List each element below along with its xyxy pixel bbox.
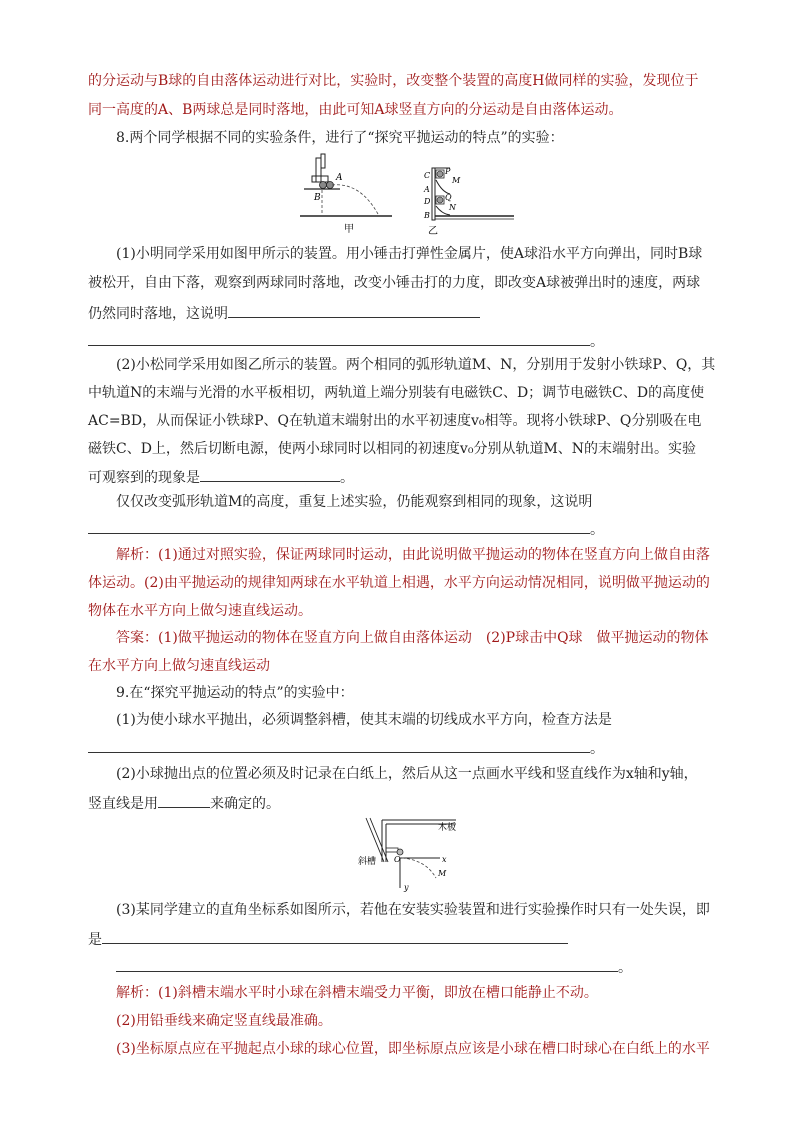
answer-line: 在水平方向上做匀速直线运动: [88, 658, 270, 674]
text-line: [88, 302, 480, 324]
text-line: (3)某同学建立的直角坐标系如图所示，若他在安装实验装置和进行实验操作时只有一处失误，即: [116, 902, 710, 918]
text-span: 。: [590, 334, 604, 350]
label-x: x: [442, 855, 447, 864]
text-span: 可观察到的现象是: [88, 470, 200, 486]
label-board: 木板: [438, 823, 457, 833]
label-d: D: [424, 197, 431, 206]
text-line: [88, 928, 568, 950]
text-line: (1)为使小球水平抛出，必须调整斜槽，使其末端的切线成水平方向，检查方法是: [116, 712, 612, 728]
answer-blank[interactable]: [102, 928, 568, 944]
text-line: [88, 518, 604, 540]
answer-line: 答案：(1)做平抛运动的物体在竖直方向上做自由落体运动 (2)P球击中Q球 做平抛运动的物体: [116, 630, 709, 646]
analysis-line: 物体在水平方向上做匀速直线运动。: [88, 603, 312, 619]
text-line: 被松开，自由下落，观察到两球同时落地，改变小锤击打的力度，即改变A球被弹出时的速度，两球: [88, 275, 701, 291]
text-line: (2)小球抛出点的位置必须及时记录在白纸上，然后从这一点画水平线和竖直线作为x轴和y轴，: [116, 766, 698, 782]
question-8-heading: 8.两个同学根据不同的实验条件，进行了“探究平抛运动的特点”的实验：: [116, 130, 564, 146]
analysis-line: 解析：(1)斜槽末端水平时小球在斜槽末端受力平衡，即放在槽口能静止不动。: [116, 985, 598, 1001]
figure-chute-board: [356, 814, 466, 892]
label-b: B: [314, 193, 321, 203]
label-c: C: [424, 171, 431, 180]
text-line: [88, 330, 604, 352]
label-m: M: [452, 176, 461, 185]
label-p: P: [445, 167, 451, 176]
text-line: 的分运动与B球的自由落体运动进行对比，实验时，改变整个装置的高度H做同样的实验，发现位于: [88, 73, 699, 89]
answer-blank[interactable]: [88, 518, 590, 534]
answer-blank[interactable]: [116, 956, 618, 972]
label-o: O: [394, 855, 401, 864]
text-span: 仍然同时落地，这说明: [88, 306, 228, 322]
caption-jia: 甲: [344, 224, 354, 235]
answer-blank[interactable]: [228, 302, 480, 318]
text-line: 中轨道N的末端与光滑的水平板相切，两轨道上端分别装有电磁铁C、D；调节电磁铁C、D的高度使: [88, 385, 705, 401]
text-line: [116, 956, 632, 978]
answer-blank[interactable]: [88, 737, 590, 753]
text-line: AC=BD，从而保证小铁球P、Q在轨道末端射出的水平初速度v₀相等。现将小铁球P、Q分别吸在电: [88, 413, 702, 429]
text-line: [88, 737, 604, 759]
label-n: N: [449, 203, 456, 212]
text-line: [88, 466, 354, 488]
text-span: 。: [340, 470, 354, 486]
text-line: (2)小松同学采用如图乙所示的装置。两个相同的弧形轨道M、N，分别用于发射小铁球P、Q，其: [116, 357, 716, 373]
text-span: 。: [590, 741, 604, 757]
text-line: 同一高度的A、B两球总是同时落地，由此可知A球竖直方向的分运动是自由落体运动。: [88, 102, 623, 118]
text-span: 。: [590, 522, 604, 538]
text-span: 。: [618, 960, 632, 976]
label-q: Q: [445, 193, 452, 202]
label-b2: B: [424, 211, 430, 220]
figure-yi: [423, 167, 514, 237]
text-span: 竖直线是用: [88, 796, 158, 812]
answer-blank[interactable]: [200, 466, 340, 482]
text-span: 来确定的。: [210, 796, 280, 812]
analysis-line: (2)用铅垂线来确定竖直线最准确。: [116, 1013, 332, 1029]
text-span: 是: [88, 932, 102, 948]
label-chute: 斜槽: [358, 857, 377, 867]
text-line: (1)小明同学采用如图甲所示的装置。用小锤击打弹性金属片，使A球沿水平方向弹出，同时B球: [116, 246, 703, 262]
answer-blank[interactable]: [158, 792, 210, 808]
figure-jia-yi: [300, 152, 520, 238]
analysis-line: 解析：(1)通过对照实验，保证两球同时运动，由此说明做平抛运动的物体在竖直方向上做自由落: [116, 547, 710, 563]
label-a2: A: [424, 185, 430, 194]
text-line: [88, 792, 280, 814]
analysis-line: 体运动。(2)由平抛运动的规律知两球在水平轨道上相遇，水平方向运动情况相同，说明做平抛运动的: [88, 575, 710, 591]
label-a: A: [336, 173, 343, 183]
caption-yi: 乙: [428, 226, 438, 237]
analysis-line: (3)坐标原点应在平抛起点小球的球心位置，即坐标原点应该是小球在槽口时球心在白纸上的水平: [116, 1041, 710, 1057]
figure-jia: [300, 154, 392, 235]
answer-blank[interactable]: [88, 330, 590, 346]
text-line: 仅仅改变弧形轨道M的高度，重复上述实验，仍能观察到相同的现象，这说明: [116, 494, 593, 510]
label-y: y: [404, 883, 409, 892]
text-line: 磁铁C、D上，然后切断电源，使两小球同时以相同的初速度v₀分别从轨道M、N的末端射出。实验: [88, 441, 697, 457]
question-9-heading: 9.在“探究平抛运动的特点”的实验中：: [116, 685, 354, 701]
label-m3: M: [438, 869, 447, 878]
